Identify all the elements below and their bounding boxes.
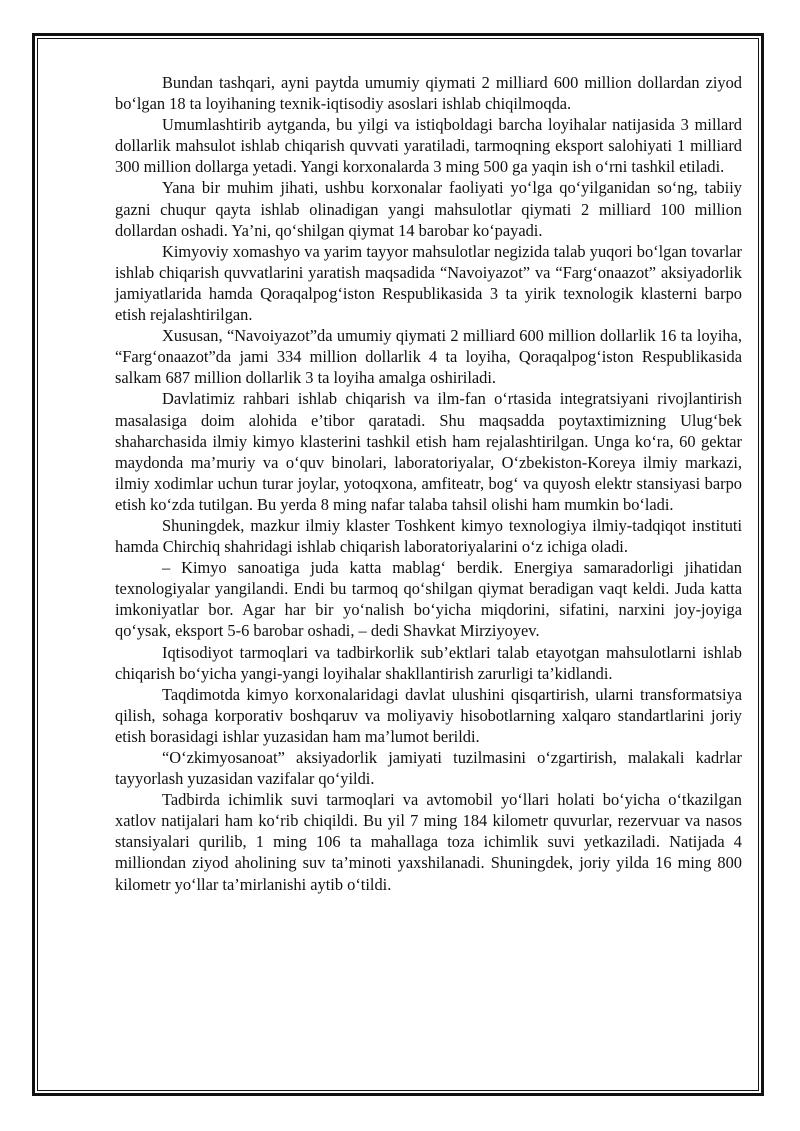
paragraph: Umumlashtirib aytganda, bu yilgi va istiqboldagi barcha loyihalar natijasida 3 millard dollarlik mahsulot ishlab chiqarish quvvati yaratiladi, tarmoqning eksport salohiyati 1 milliard 300 million dollarga yetadi. Yangi korxonalarda 3 ming 500 ga yaqin ish o‘rni tashkil etiladi. — [115, 115, 742, 177]
paragraph: Kimyoviy xomashyo va yarim tayyor mahsulotlar negizida talab yuqori bo‘lgan tovarlar ishlab chiqarish quvvatlarini yaratish maqsadida “Navoiyazot” va “Farg‘onaazot” aksiyadorlik jamiyatlarida hamda Qoraqalpog‘iston Respublikasida 3 ta yirik texnologik klasterni barpo etish rejalashtirilgan. — [115, 241, 742, 325]
paragraph: Iqtisodiyot tarmoqlari va tadbirkorlik sub’ektlari talab etayotgan mahsulotlarni ishlab chiqarish bo‘yicha yangi-yangi loyihalar shakllantirish zarurligi ta’kidlandi. — [115, 642, 742, 683]
paragraph: Davlatimiz rahbari ishlab chiqarish va ilm-fan o‘rtasida integratsiyani rivojlantirish masalasiga doim alohida e’tibor qaratadi. Shu maqsadda poytaxtimizning Ulug‘bek shaharchasida ilmiy kimyo klasterini tashkil etish ham rejalashtirilgan. Unga ko‘ra, 60 gektar maydonda ma’muriy va o‘quv binolari, laboratoriyalar, O‘zbekiston-Koreya ilmiy markazi, ilmiy xodimlar uchun turar joylar, yotoqxona, amfiteatr, bog‘ va quyosh elektr stansiyasi barpo etish ko‘zda tutilgan. Bu yerda 8 ming nafar talaba tahsil olishi ham mumkin bo‘ladi. — [115, 389, 742, 514]
paragraph: Tadbirda ichimlik suvi tarmoqlari va avtomobil yo‘llari holati bo‘yicha o‘tkazilgan xatlov natijalari ham ko‘rib chiqildi. Bu yil 7 ming 184 kilometr quvurlar, rezervuar va nasos stansiyalari qurilib, 1 ming 106 ta mahallaga toza ichimlik suvi yetkaziladi. Natijada 4 milliondan ziyod aholining suv ta’minoti yaxshilanadi. Shuningdek, joriy yilda 16 ming 800 kilometr yo‘llar ta’mirlanishi aytib o‘tildi. — [115, 790, 742, 894]
paragraph: “O‘zkimyosanoat” aksiyadorlik jamiyati tuzilmasini o‘zgartirish, malakali kadrlar tayyorlash yuzasidan vazifalar qo‘yildi. — [115, 748, 742, 789]
document-body — [115, 72, 742, 895]
paragraph: Xususan, “Navoiyazot”da umumiy qiymati 2 milliard 600 million dollarlik 16 ta loyiha, “Farg‘onaazot”da jami 334 million dollarlik 4 ta loyiha, Qoraqalpog‘iston Respublikasida salkam 687 million dollarlik 3 ta loyiha amalga oshiriladi. — [115, 326, 742, 388]
paragraph: Bundan tashqari, ayni paytda umumiy qiymati 2 milliard 600 million dollardan ziyod bo‘lgan 18 ta loyihaning texnik-iqtisodiy asoslari ishlab chiqilmoqda. — [115, 73, 742, 114]
paragraph: Shuningdek, mazkur ilmiy klaster Toshkent kimyo texnologiya ilmiy-tadqiqot instituti hamda Chirchiq shahridagi ishlab chiqarish laboratoriyalarini o‘z ichiga oladi. — [115, 515, 742, 557]
paragraph: Taqdimotda kimyo korxonalaridagi davlat ulushini qisqartirish, ularni transformatsiya qilish, sohaga korporativ boshqaruv va moliyaviy hisobotlarning xalqaro standartlarini joriy etish borasidagi ishlar yuzasidan ham ma’lumot berildi. — [115, 684, 742, 746]
paragraph: Yana bir muhim jihati, ushbu korxonalar faoliyati yo‘lga qo‘yilganidan so‘ng, tabiiy gazni chuqur qayta ishlab olinadigan yangi mahsulotlar qiymati 2 milliard 100 million dollardan oshadi. Ya’ni, qo‘shilgan qiymat 14 barobar ko‘payadi. — [115, 178, 742, 240]
paragraph: – Kimyo sanoatiga juda katta mablag‘ berdik. Energiya samaradorligi jihatidan texnologiyalar yangilandi. Endi bu tarmoq qo‘shilgan qiymat beradigan vaqt keldi. Juda katta imkoniyatlar bor. Agar har bir yo‘nalish bo‘yicha miqdorini, sifatini, narxini joy-joyiga qo‘ysak, eksport 5-6 barobar oshadi, – dedi Shavkat Mirziyoyev. — [115, 558, 742, 641]
